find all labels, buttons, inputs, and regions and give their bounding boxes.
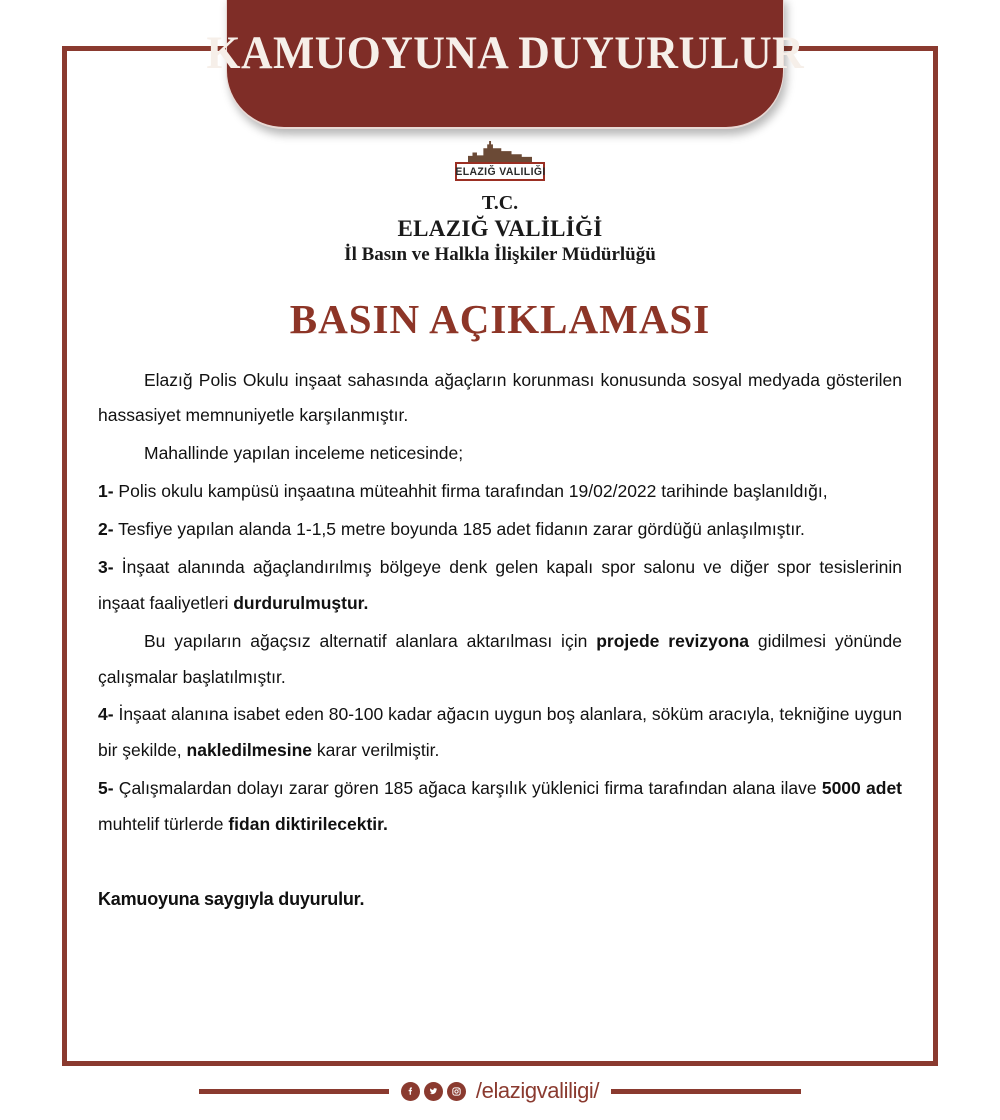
item-number-5: 5- xyxy=(98,778,114,799)
item-text-4-before: İnşaat alanına isabet eden 80-100 kadar ağacın uygun boş alanlara, söküm aracıyla, tekniğine uygun bir şekilde, xyxy=(98,704,902,761)
item-text-5-before: Çalışmalardan dolayı zarar gören 185 ağaca karşılık yüklenici firma tarafından alana ilave xyxy=(113,778,822,799)
item-text-5-bold1: 5000 adet xyxy=(821,778,903,799)
instagram-icon[interactable] xyxy=(447,1082,466,1101)
item-text-5-middle: muhtelif türlerde xyxy=(98,814,229,835)
org-line-name: ELAZIĞ VALİLİĞİ xyxy=(397,216,603,242)
facebook-icon[interactable] xyxy=(401,1082,420,1101)
twitter-icon[interactable] xyxy=(424,1082,443,1101)
list-item-4 xyxy=(98,697,902,769)
revision-text-after: gidilmesi yönünde çalışmalar başlatılmıştır. xyxy=(98,630,903,687)
item-text-3-bold: durdurulmuştur. xyxy=(233,592,369,613)
banner-title: KAMUOYUNA DUYURULUR xyxy=(206,27,804,79)
org-line-department: İl Basın ve Halkla İlişkiler Müdürlüğü xyxy=(344,244,656,266)
announcement-banner xyxy=(206,0,804,129)
item-text-1: Polis okulu kampüsü inşaatına müteahhit firma tarafından 19/02/2022 tarihinde başlanıldığı, xyxy=(113,481,828,502)
item-number-1: 1- xyxy=(98,481,114,502)
org-line-tc: T.C. xyxy=(481,192,519,214)
revision-text-bold: projede revizyona xyxy=(596,630,750,651)
item-number-2: 2- xyxy=(98,519,114,540)
item-number-4: 4- xyxy=(98,704,114,725)
item-text-5-bold2: fidan diktirilecektir. xyxy=(228,814,388,835)
paragraph-lead-in: Mahallinde yapılan inceleme neticesinde; xyxy=(144,443,464,464)
item-text-4-bold: nakledilmesine xyxy=(186,740,312,761)
page-title: BASIN AÇIKLAMASI xyxy=(289,295,711,342)
revision-text-before: Bu yapıların ağaçsız alternatif alanlara aktarılması için xyxy=(144,630,597,651)
list-item-1 xyxy=(98,474,902,510)
item-text-4-after: karar verilmiştir. xyxy=(312,740,440,761)
footer-rule-left xyxy=(199,1089,389,1094)
emblem-plate-label: ELAZIĞ VALILIĞI xyxy=(454,165,546,178)
body-copy xyxy=(90,363,910,843)
letterhead xyxy=(90,141,910,267)
document-content xyxy=(62,46,938,1103)
emblem-plate xyxy=(455,162,545,181)
social-links xyxy=(401,1078,599,1104)
paragraph-intro: Elazığ Polis Okulu inşaat sahasında ağaçların korunması konusunda sosyal medyada gösterilen hassasiyet memnuniyetle karşılanmıştır. xyxy=(98,369,902,426)
closing-statement: Kamuoyuna saygıyla duyurulur. xyxy=(98,888,365,909)
governorship-emblem xyxy=(450,141,550,183)
list-item-5 xyxy=(98,771,902,843)
item-text-3: İnşaat alanında ağaçlandırılmış bölgeye denk gelen kapalı spor salonu ve diğer spor tesislerinin inşaat faaliyetleri xyxy=(98,556,902,613)
footer-rule-right xyxy=(611,1089,801,1094)
item-text-2: Tesfiye yapılan alanda 1-1,5 metre boyunda 185 adet fidanın zarar gördüğü anlaşılmıştır. xyxy=(113,519,805,540)
paragraph-revision xyxy=(98,624,902,696)
footer-strip xyxy=(62,1078,938,1104)
item-number-3: 3- xyxy=(98,556,114,577)
list-item-2 xyxy=(98,512,902,548)
list-item-3 xyxy=(98,550,902,622)
social-handle[interactable]: /elazigvaliligi/ xyxy=(475,1078,600,1103)
